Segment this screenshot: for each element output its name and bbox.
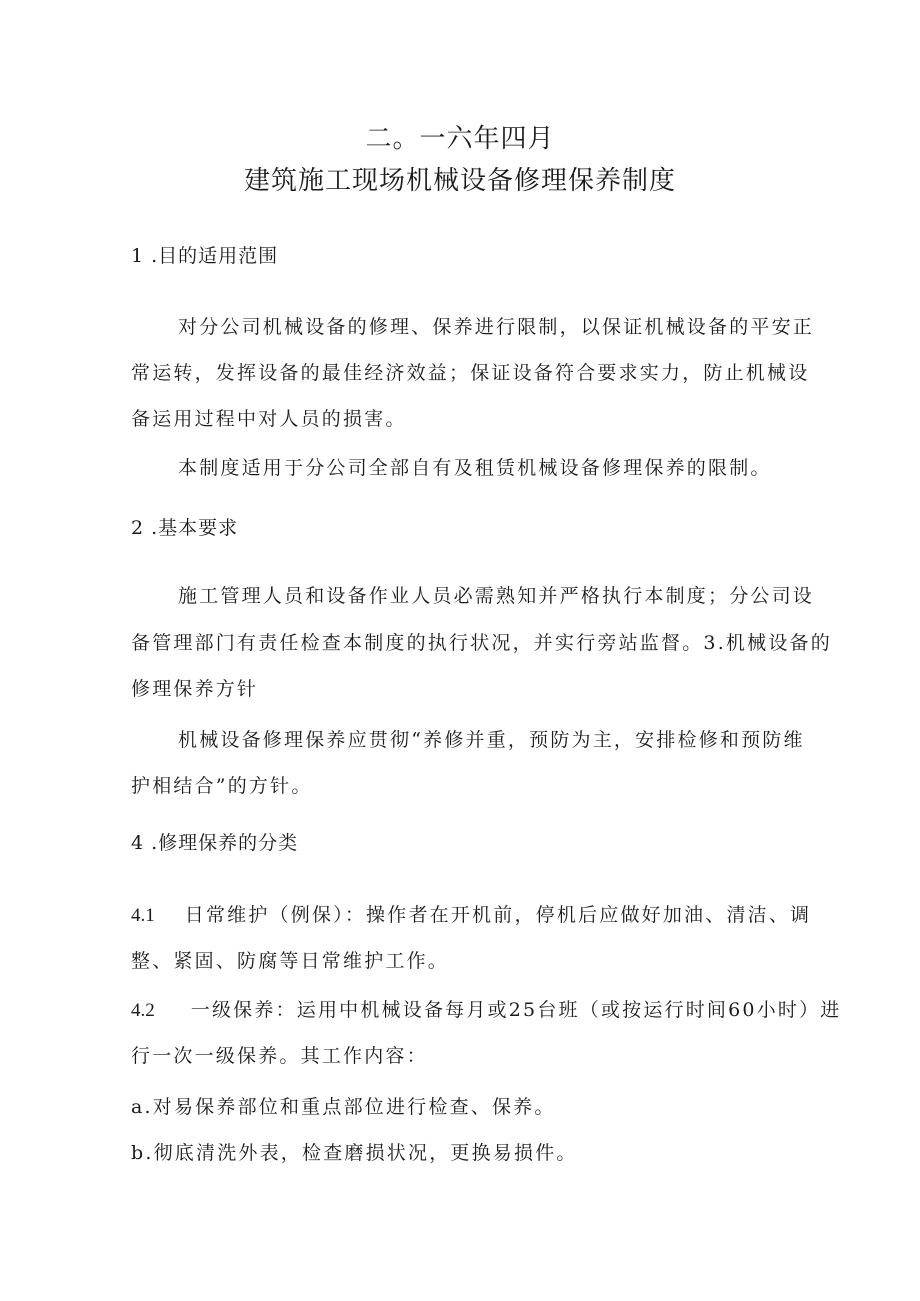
item-4-2-number: 4.2 xyxy=(131,1000,155,1021)
section-1-paragraph-1-line-3: 备运用过程中对人员的损害。 xyxy=(131,408,407,430)
section-1-paragraph-1-line-2: 常运转，发挥设备的最佳经济效益；保证设备符合要求实力，防止机械设 xyxy=(131,362,810,384)
item-b: b.彻底清洗外表，检查磨损状况，更换易损件。 xyxy=(131,1142,578,1164)
section-1-heading: 1 .目的适用范围 xyxy=(131,245,279,267)
section-4-heading: 4 .修理保养的分类 xyxy=(131,832,299,854)
section-2-paragraph-1-line-3: 修理保养方针 xyxy=(131,678,259,700)
section-1-paragraph-1-line-1: 对分公司机械设备的修理、保养进行限制，以保证机械设备的平安正 xyxy=(178,316,815,338)
section-2-paragraph-1-line-1: 施工管理人员和设备作业人员必需熟知并严格执行本制度；分公司设 xyxy=(178,585,815,607)
item-4-2-line-2: 行一次一级保养。其工作内容： xyxy=(131,1045,428,1067)
item-a: a.对易保养部位和重点部位进行检查、保养。 xyxy=(131,1096,556,1118)
item-4-2-text: 一级保养：运用中机械设备每月或25台班（或按运行时间60小时）进 xyxy=(190,999,842,1021)
section-1-paragraph-2: 本制度适用于分公司全部自有及租赁机械设备修理保养的限制。 xyxy=(178,457,772,479)
item-4-1-line-1 xyxy=(131,900,831,927)
section-2-paragraph-2-line-1: 机械设备修理保养应贯彻“养修并重，预防为主，安排检修和预防维 xyxy=(178,729,805,751)
item-4-2-line-1 xyxy=(131,995,842,1022)
section-2-paragraph-2-line-2: 护相结合”的方针。 xyxy=(131,775,313,797)
item-4-1-text: 日常维护（例保）：操作者在开机前，停机后应做好加油、清洁、调 xyxy=(184,904,812,926)
section-2-paragraph-1-line-2: 备管理部门有责任检查本制度的执行状况，并实行旁站监督。3.机械设备的 xyxy=(131,632,832,654)
document-title: 建筑施工现场机械设备修理保养制度 xyxy=(243,166,676,196)
date-line: 二。一六年四月 xyxy=(365,124,555,154)
item-4-1-number: 4.1 xyxy=(131,905,155,926)
item-4-1-line-2: 整、紧固、防腐等日常维护工作。 xyxy=(131,950,450,972)
section-2-heading: 2 .基本要求 xyxy=(131,517,239,539)
